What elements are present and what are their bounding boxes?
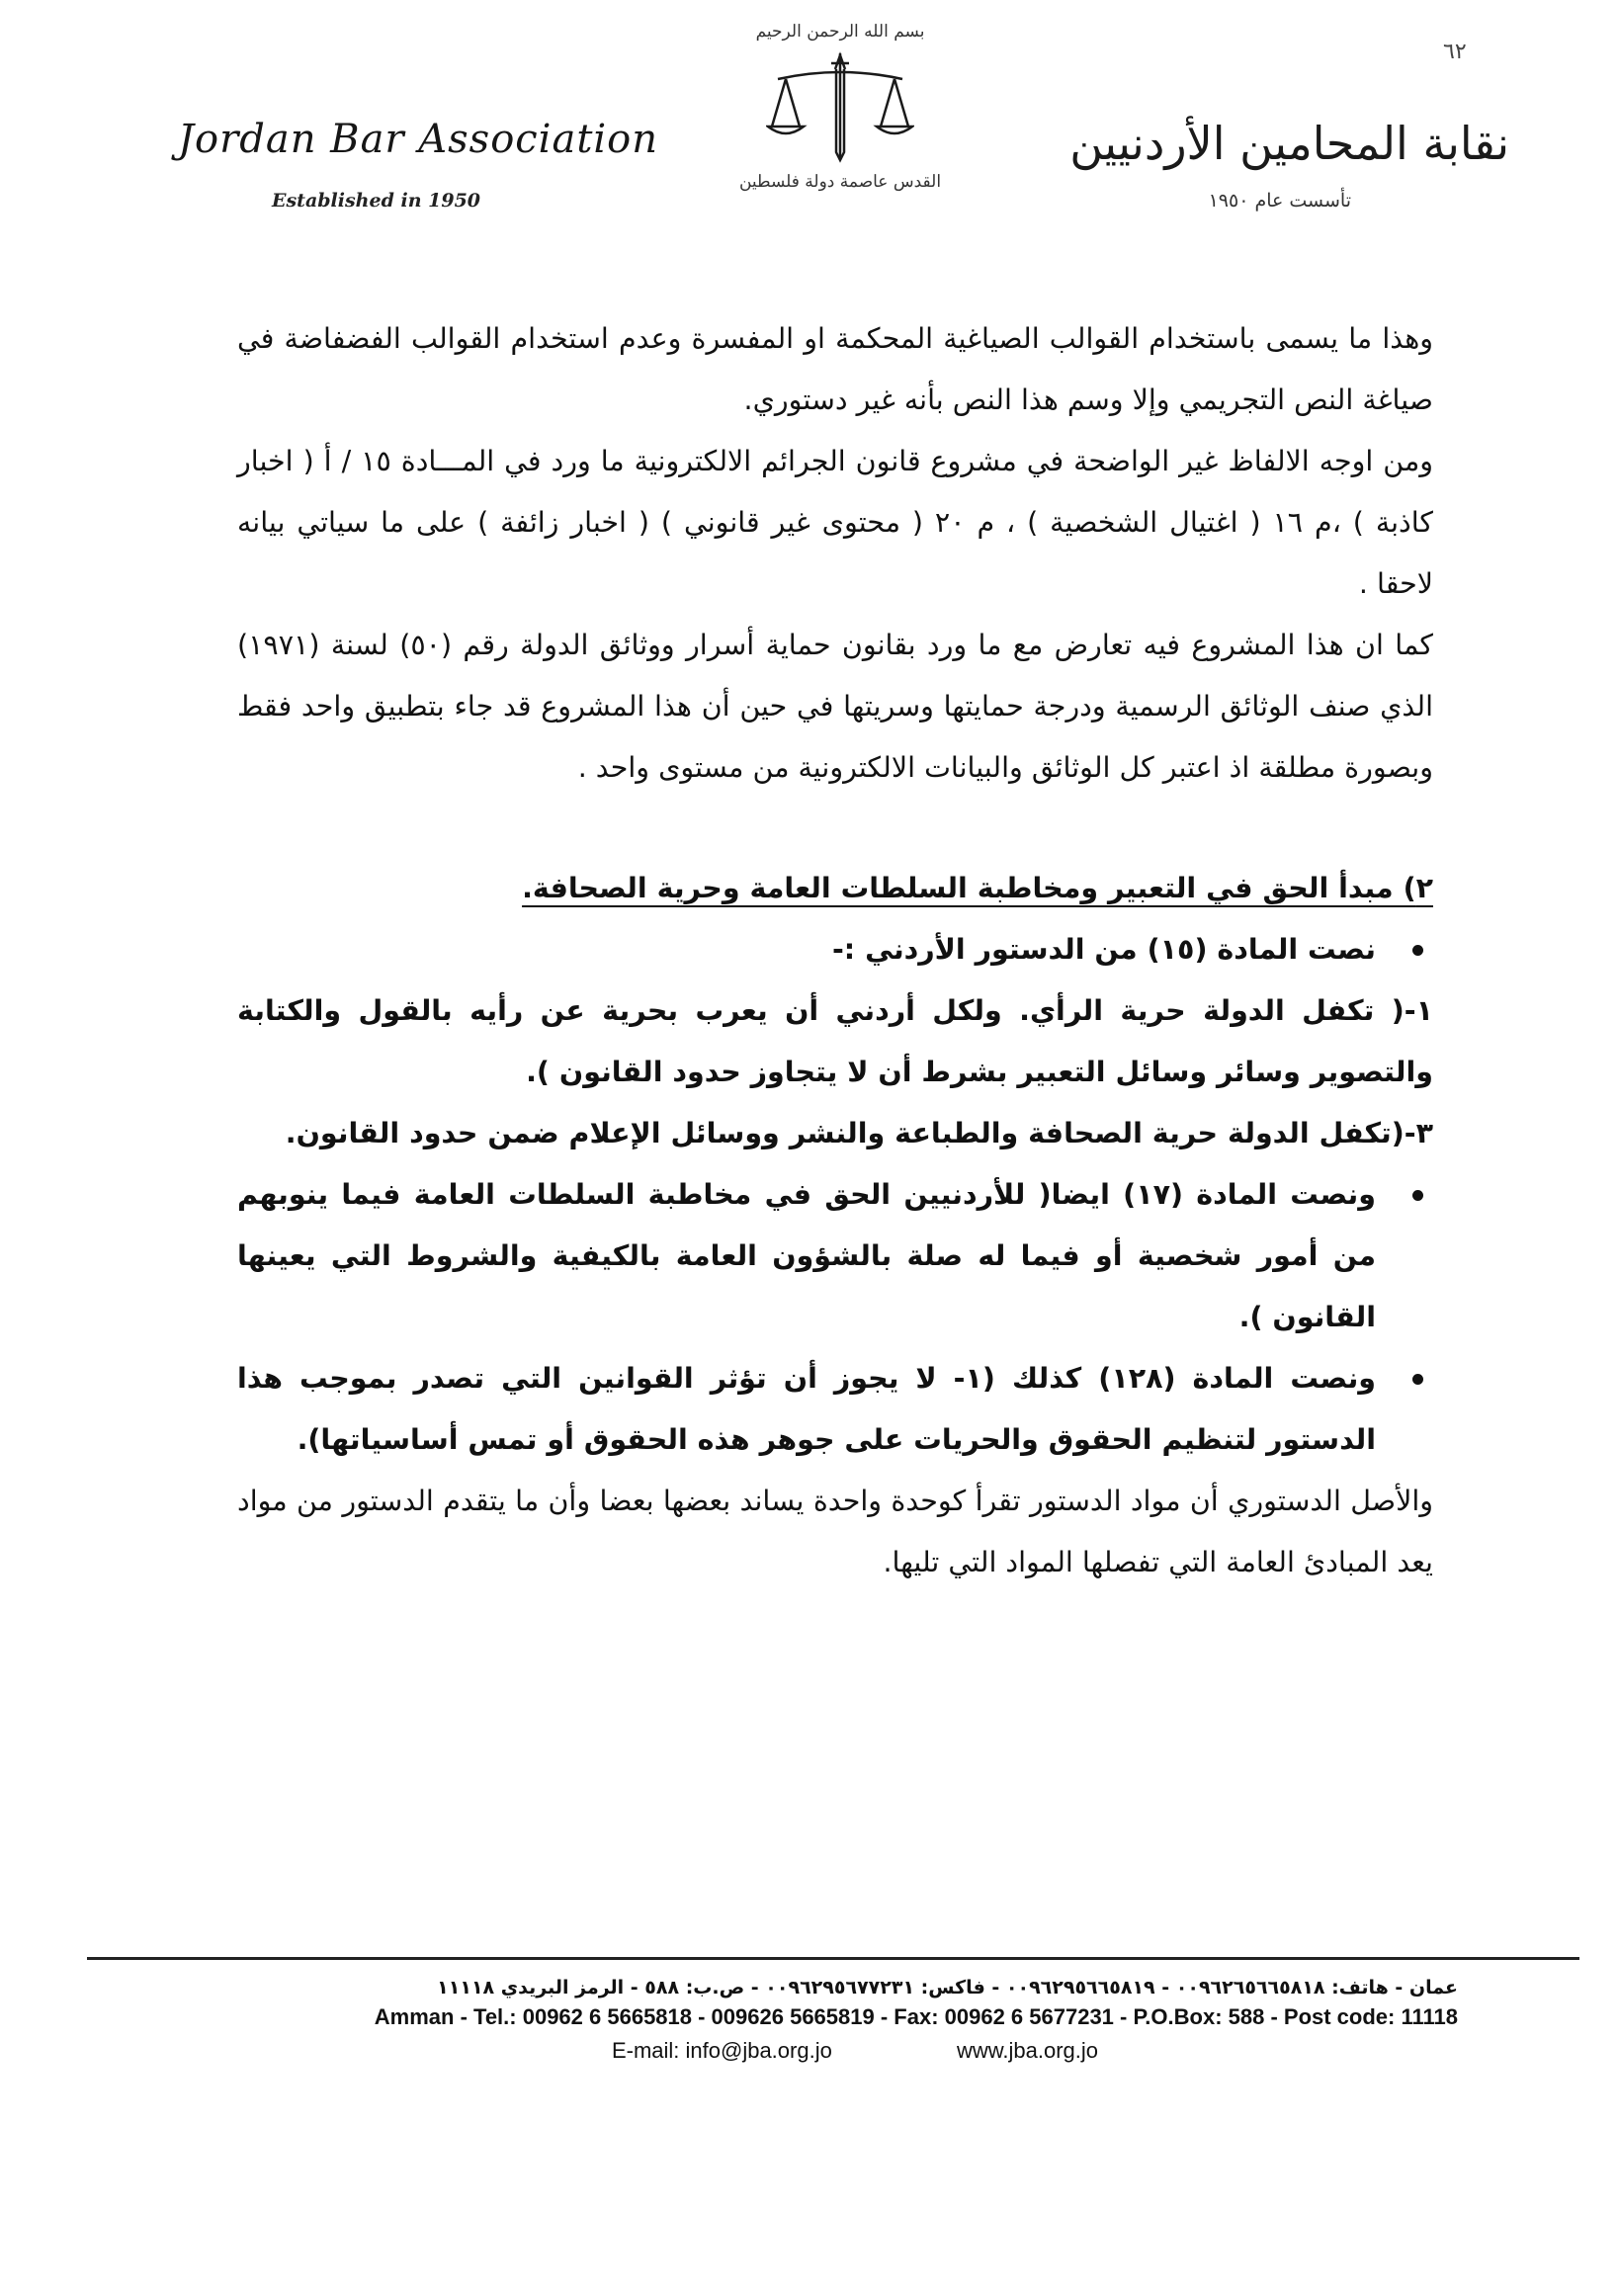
paragraph-4: والأصل الدستوري أن مواد الدستور تقرأ كوحدة واحدة يساند بعضها بعضا وأن ما يتقدم الدستور من مواد يعد المبادئ العامة التي تفصلها المواد التي تليها. bbox=[237, 1485, 1433, 1578]
established-ar: تأسست عام ١٩٥٠ bbox=[1208, 190, 1351, 212]
article-15-item-1: ١-( تكفل الدولة حرية الرأي. ولكل أردني أن يعرب بحرية عن رأيه بالقول والكتابة والتصوير وسائر وسائل التعبير بشرط أن لا يتجاوز حدود القانون ). bbox=[237, 994, 1433, 1088]
logo-arabic bbox=[1069, 117, 1509, 212]
paragraph-1: وهذا ما يسمى باستخدام القوالب الصياغية المحكمة او المفسرة وعدم استخدام القوالب الفضفاضة في صياغة النص التجريمي وإلا وسم هذا النص بأنه غير دستوري. bbox=[237, 322, 1433, 416]
footer-email: E-mail: info@jba.org.jo bbox=[611, 2038, 832, 2063]
paragraph-3: كما ان هذا المشروع فيه تعارض مع ما ورد بقانون حماية أسرار ووثائق الدولة رقم (٥٠) لسنة (١٩٧١) الذي صنف الوثائق الرسمية ودرجة حمايتها وسريتها في حين أن هذا المشروع قد جاء بتطبيق واحد فقط وبصورة مطلقة اذ اعتبر كل الوثائق والبيانات الالكترونية من مستوى واحد . bbox=[237, 629, 1433, 784]
footer bbox=[173, 1977, 1458, 2064]
bullet-article-128: ونصت المادة (١٢٨) كذلك (١- لا يجوز أن تؤثر القوانين التي تصدر بموجب هذا الدستور لتنظيم الحقوق والحريات على جوهر هذه الحقوق أو تمس أساسياتها). bbox=[237, 1348, 1433, 1471]
emblem-caption: القدس عاصمة دولة فلسطين bbox=[738, 172, 942, 192]
paragraph-2: ومن اوجه الالفاظ غير الواضحة في مشروع قانون الجرائم الالكترونية ما ورد في المـــادة ١٥ / أ ( اخبار كاذبة ) ،م ١٦ ( اغتيال الشخصية ) ، م ٢٠ ( محتوى غير قانوني ) ( اخبار زائفة ) على ما سياتي بيانه لاحقا . bbox=[237, 445, 1434, 600]
association-name-en: Jordan Bar Association bbox=[178, 117, 659, 162]
scales-sword-icon bbox=[766, 49, 914, 166]
bullet-article-15: نصت المادة (١٥) من الدستور الأردني :- bbox=[237, 919, 1433, 980]
footer-contact-ar: عمان - هاتف: ٠٠٩٦٢٦٥٦٦٥٨١٨ - ٠٠٩٦٢٩٥٦٦٥٨١٩ - فاكس: ٠٠٩٦٢٩٥٦٧٧٢٣١ - ص.ب: ٥٨٨ - الرمز البريدي ١١١١٨ bbox=[437, 1977, 1458, 1998]
footer-contact-en: Amman - Tel.: 00962 6 5665818 - 009626 5665819 - Fax: 00962 6 5677231 - P.O.Box: 588 - Post code: 11118 bbox=[374, 2004, 1458, 2029]
basmala: بسم الله الرحمن الرحيم bbox=[755, 22, 925, 42]
logo-english bbox=[178, 117, 659, 212]
emblem bbox=[736, 22, 944, 192]
established-en: Established in 1950 bbox=[272, 190, 481, 212]
footer-website: www.jba.org.jo bbox=[956, 2038, 1099, 2063]
footer-divider bbox=[87, 1957, 1579, 1960]
page-mark: ٦٢ bbox=[1443, 40, 1467, 64]
section-heading: ٢) مبدأ الحق في التعبير ومخاطبة السلطات العامة وحرية الصحافة. bbox=[522, 872, 1433, 904]
letter-body bbox=[237, 308, 1433, 1593]
footer-web bbox=[173, 2038, 1458, 2064]
bullet-article-17: ونصت المادة (١٧) ايضا( للأردنيين الحق في مخاطبة السلطات العامة فيما ينوبهم من أمور شخصية أو فيما له صلة بالشؤون العامة بالكيفية والشروط التي يعينها القانون ). bbox=[237, 1164, 1433, 1348]
article-15-item-3: ٣-(تكفل الدولة حرية الصحافة والطباعة والنشر ووسائل الإعلام ضمن حدود القانون. bbox=[285, 1117, 1433, 1149]
association-name-ar: نقابة المحامين الأردنيين bbox=[1069, 117, 1509, 170]
